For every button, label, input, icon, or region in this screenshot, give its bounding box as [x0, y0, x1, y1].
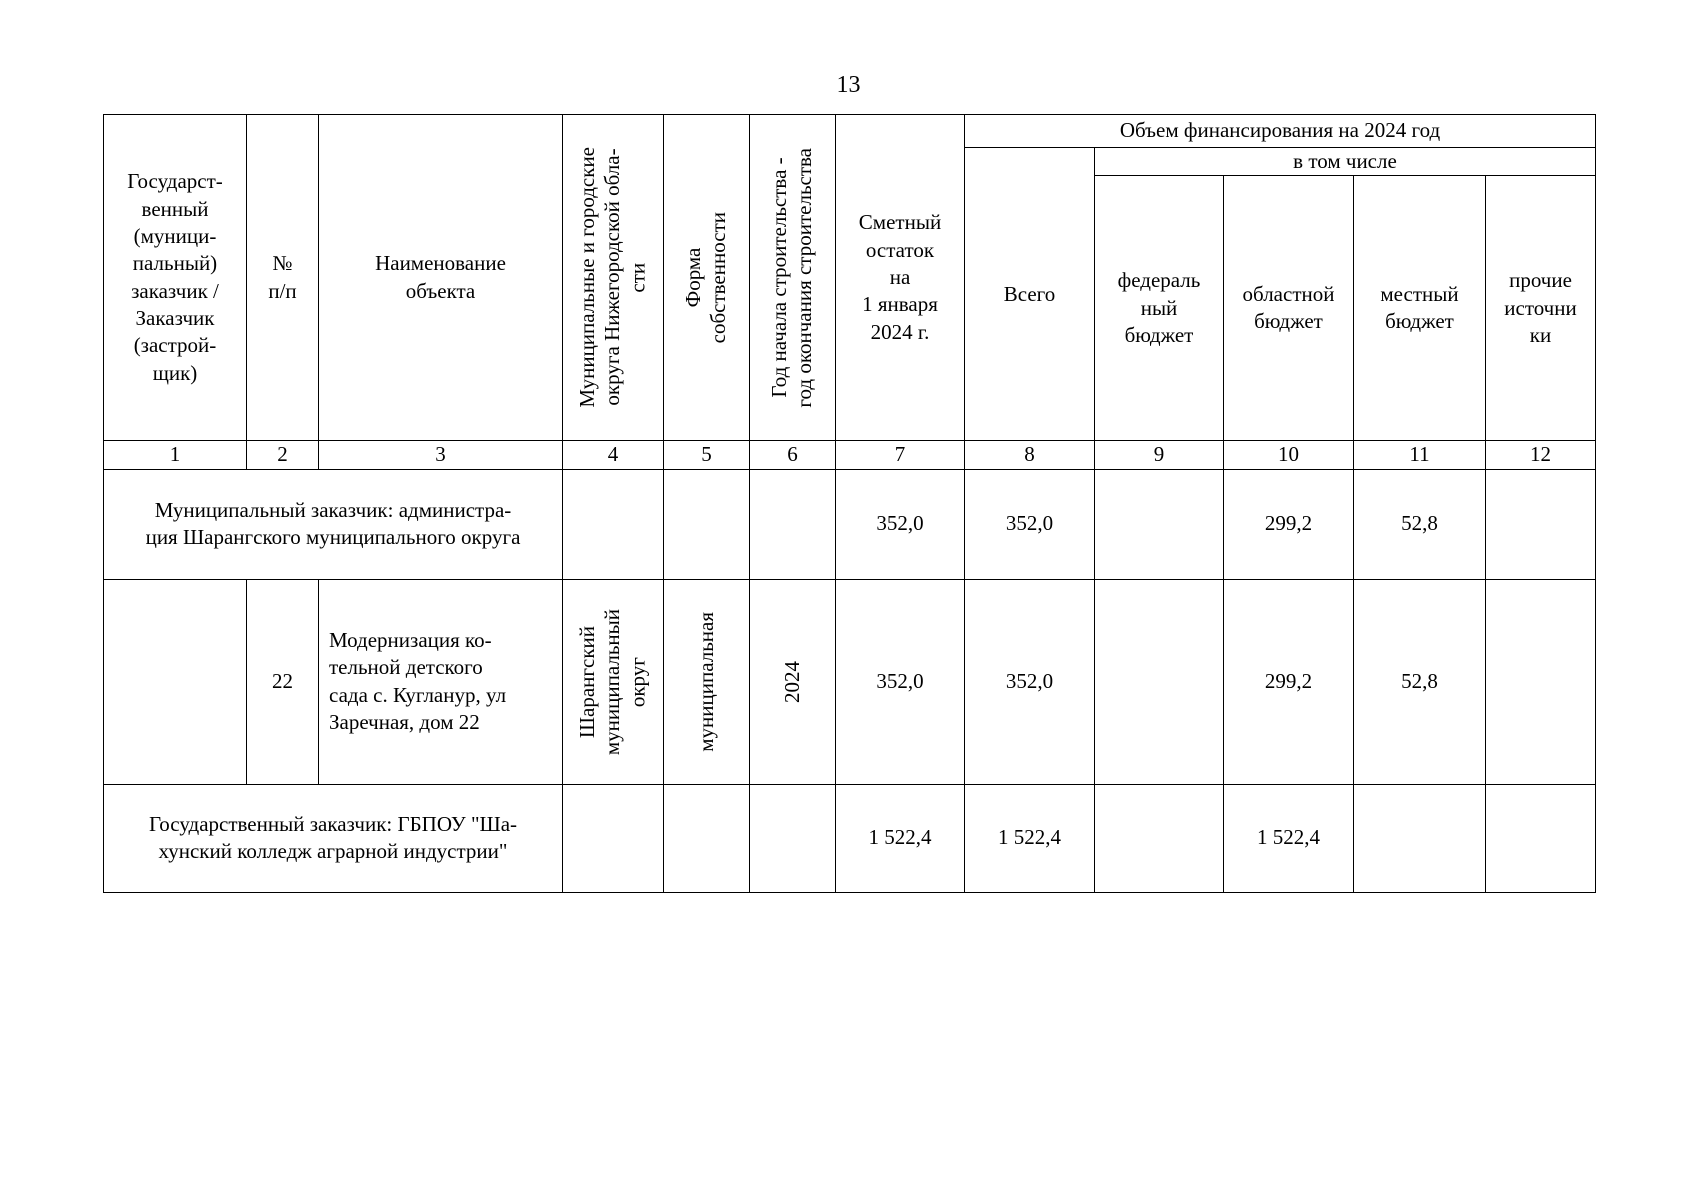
header-districts-text: Муниципальные и городские округа Нижегородской обла- сти: [575, 147, 650, 408]
financing-table: [103, 114, 1596, 893]
state-total: 1 522,4: [965, 784, 1095, 892]
municipal-other: [1486, 469, 1596, 579]
empty-cell: [664, 784, 750, 892]
column-number: 6: [750, 441, 836, 469]
header-ownership: [664, 115, 750, 441]
state-federal: [1095, 784, 1224, 892]
object-row: [104, 579, 1596, 784]
header-customer: Государст- венный (муници- пальный) заказчик / Заказчик (застрой- щик): [104, 115, 247, 441]
header-number: № п/п: [247, 115, 319, 441]
header-ownership-text: Форма собственности: [681, 211, 731, 344]
state-other: [1486, 784, 1596, 892]
header-object-name: Наименование объекта: [319, 115, 563, 441]
header-including: в том числе: [1095, 148, 1596, 176]
header-regional: областной бюджет: [1224, 176, 1354, 441]
column-number: 5: [664, 441, 750, 469]
municipal-federal: [1095, 469, 1224, 579]
state-customer-row: [104, 784, 1596, 892]
column-number: 1: [104, 441, 247, 469]
header-years-text: Год начала строительства - год окончания строительства: [767, 147, 817, 408]
header-financing: Объем финансирования на 2024 год: [965, 115, 1596, 148]
column-numbers-row: [104, 441, 1596, 469]
object-name: Модернизация ко- тельной детского сада с. Кугланур, ул Заречная, дом 22: [319, 579, 563, 784]
state-regional: 1 522,4: [1224, 784, 1354, 892]
header-local: местный бюджет: [1354, 176, 1486, 441]
municipal-local: 52,8: [1354, 469, 1486, 579]
empty-cell: [664, 469, 750, 579]
state-customer-label: Государственный заказчик: ГБПОУ "Ша- хунский колледж аграрной индустрии": [104, 784, 563, 892]
state-estimate: 1 522,4: [836, 784, 965, 892]
object-district: [563, 579, 664, 784]
header-estimated-balance: Сметный остаток на 1 января 2024 г.: [836, 115, 965, 441]
municipal-estimate: 352,0: [836, 469, 965, 579]
object-other: [1486, 579, 1596, 784]
object-local: 52,8: [1354, 579, 1486, 784]
column-number: 11: [1354, 441, 1486, 469]
column-number: 2: [247, 441, 319, 469]
object-ownership: [664, 579, 750, 784]
object-ownership-text: муниципальная: [693, 611, 718, 752]
column-number: 10: [1224, 441, 1354, 469]
object-years: [750, 579, 836, 784]
column-number: 4: [563, 441, 664, 469]
object-customer: [104, 579, 247, 784]
empty-cell: [750, 784, 836, 892]
header-years: [750, 115, 836, 441]
object-district-text: Шарангский муниципальный округ: [575, 608, 650, 755]
column-number: 9: [1095, 441, 1224, 469]
state-local: [1354, 784, 1486, 892]
municipal-regional: 299,2: [1224, 469, 1354, 579]
header-other: прочие источни ки: [1486, 176, 1596, 441]
municipal-total: 352,0: [965, 469, 1095, 579]
column-number: 3: [319, 441, 563, 469]
empty-cell: [750, 469, 836, 579]
column-number: 7: [836, 441, 965, 469]
object-federal: [1095, 579, 1224, 784]
page-number: 13: [836, 72, 861, 98]
column-number: 12: [1486, 441, 1596, 469]
object-number: 22: [247, 579, 319, 784]
header-row-1: [104, 115, 1596, 148]
object-years-text: 2024: [779, 660, 804, 703]
object-regional: 299,2: [1224, 579, 1354, 784]
municipal-customer-label: Муниципальный заказчик: администра- ция Шарангского муниципального округа: [104, 469, 563, 579]
column-number: 8: [965, 441, 1095, 469]
header-districts: [563, 115, 664, 441]
empty-cell: [563, 469, 664, 579]
header-federal: федераль ный бюджет: [1095, 176, 1224, 441]
empty-cell: [563, 784, 664, 892]
object-total: 352,0: [965, 579, 1095, 784]
header-total: Всего: [965, 148, 1095, 441]
municipal-customer-row: [104, 469, 1596, 579]
object-estimate: 352,0: [836, 579, 965, 784]
